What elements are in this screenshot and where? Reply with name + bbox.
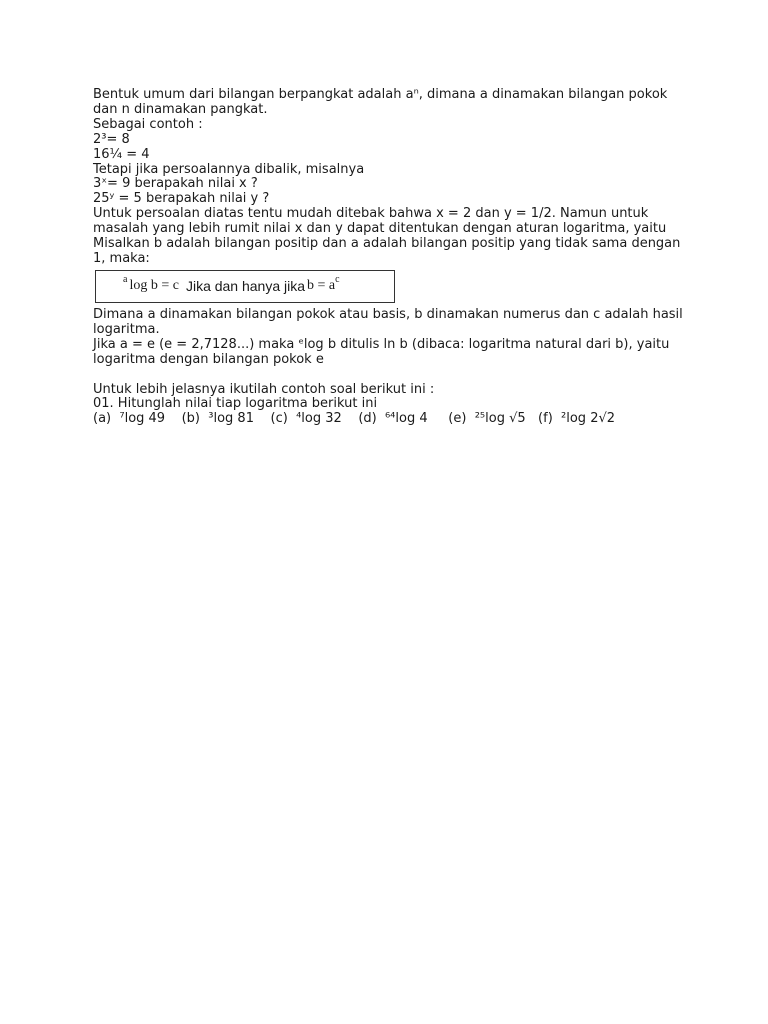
option-d: (d) ⁶⁴log 4 (358, 411, 428, 427)
option-f: (f) ²log 2√2 (538, 411, 616, 427)
option-a: (a) ⁷log 49 (93, 411, 166, 427)
option-b: (b) ³log 81 (181, 411, 254, 427)
inverse-intro: Tetapi jika persoalannya dibalik, misalnya (93, 161, 365, 177)
document-body (93, 88, 683, 427)
exercise-options (93, 412, 683, 427)
question-y: 25ʸ = 5 berapakah nilai y ? (93, 191, 270, 207)
formula-base: a (123, 274, 128, 286)
paragraph-definition: Misalkan b adalah bilangan positip dan a adalah bilangan positip yang tidak sama dengan 1, maka: (93, 236, 681, 266)
formula-connector: Jika dan hanya jika (185, 278, 306, 295)
example-heading: Sebagai contoh : (93, 116, 203, 132)
paragraph-natural-log: Jika a = e (e = 2,7128...) maka ᵉlog b ditulis ln b (dibaca: logaritma natural dari b), yaitu logaritma dengan bilangan pokok e (93, 336, 670, 367)
formula-exponent: c (335, 274, 340, 286)
logarithm-definition-box (95, 270, 395, 303)
question-x: 3ˣ= 9 berapakah nilai x ? (93, 176, 258, 192)
formula-rhs: b = a (307, 278, 336, 294)
paragraph-example-intro: Untuk lebih jelasnya ikutilah contoh soal berikut ini : (93, 381, 435, 397)
option-c: (c) ⁴log 32 (270, 411, 342, 427)
exercise-01: 01. Hitunglah nilai tiap logaritma berikut ini (93, 396, 378, 412)
paragraph-terms: Dimana a dinamakan bilangan pokok atau basis, b dinamakan numerus dan c adalah hasil logaritma. (93, 306, 683, 337)
blank-line (93, 368, 683, 383)
example-1: 2³= 8 (93, 131, 130, 147)
paragraph-intro: Bentuk umum dari bilangan berpangkat adalah aⁿ, dimana a dinamakan bilangan pokok dan n dinamakan pangkat. (93, 87, 668, 117)
formula-log-expression: log b = c (129, 278, 179, 294)
example-2: 16¼ = 4 (93, 146, 150, 162)
option-e: (e) ²⁵log √5 (448, 411, 526, 427)
paragraph-answer: Untuk persoalan diatas tentu mudah ditebak bahwa x = 2 dan y = 1/2. Namun untuk masalah yang lebih rumit nilai x dan y dapat ditentukan dengan aturan logaritma, yaitu (93, 206, 667, 237)
